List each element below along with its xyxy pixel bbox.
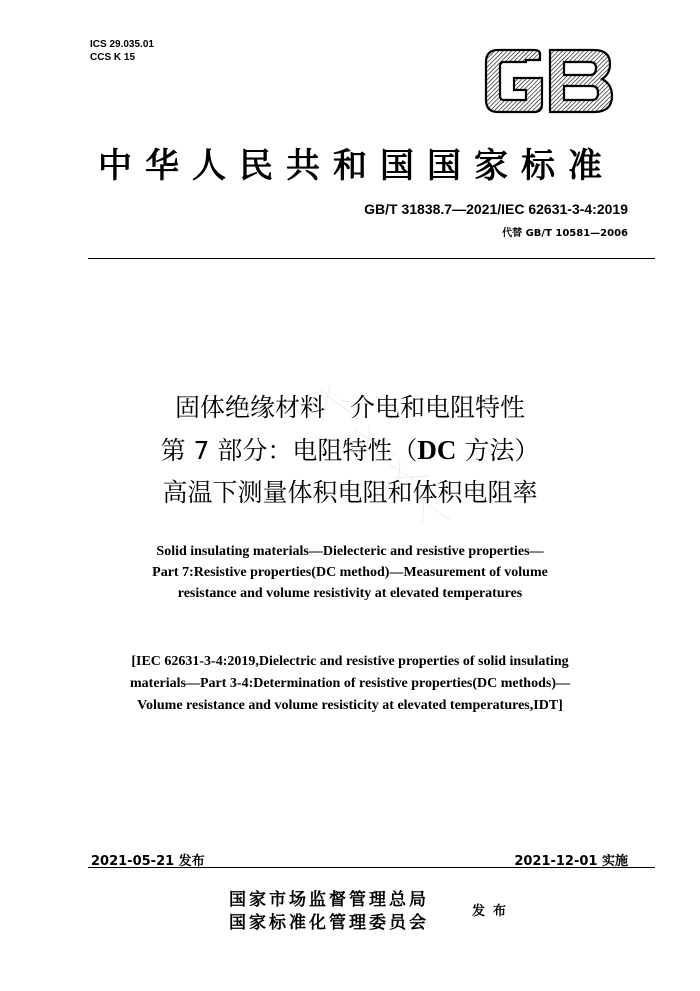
header-divider (88, 258, 655, 259)
chinese-title-dc: DC (417, 435, 457, 465)
issue-action: 发布 (472, 904, 515, 919)
iec-reference-line-1: [IEC 62631-3-4:2019,Dielectric and resistive properties of solid insulating (131, 654, 569, 669)
english-title-line-2: Part 7:Resistive properties(DC method)—Measurement of volume (152, 565, 548, 580)
replaces-standard: 代替 GB/T 10581—2006 (502, 228, 628, 239)
iec-reference-line-2: materials—Part 3-4:Determination of resistive properties(DC methods)— (130, 676, 570, 691)
issuing-organization-title: 中华人民共和国国家标准 (98, 146, 615, 186)
issuing-authority-1: 国家市场监督管理总局 (229, 890, 429, 910)
iec-reference (40, 651, 660, 717)
issuing-authorities (229, 889, 429, 935)
chinese-title-line-2-part-a: 第 7 部分：电阻特性（ (160, 436, 418, 465)
publish-date: 2021-05-21 发布 (91, 854, 205, 869)
standard-number: GB/T 31838.7—2021/IEC 62631-3-4:2019 (364, 201, 628, 217)
iec-reference-line-3: Volume resistance and volume resisticity at elevated temperatures,IDT] (137, 698, 563, 713)
classification-codes (90, 38, 154, 64)
issuing-authority-2: 国家标准化管理委员会 (229, 913, 429, 933)
chinese-title-line-1: 固体绝缘材料 介电和电阻特性 (174, 393, 525, 422)
footer-divider (88, 867, 655, 868)
ics-code: ICS 29.035.01 (90, 39, 154, 50)
implementation-date: 2021-12-01 实施 (514, 854, 628, 869)
english-title (0, 541, 700, 604)
chinese-title-line-2-part-b: 方法） (456, 436, 540, 465)
english-title-line-1: Solid insulating materials—Dielecteric and resistive properties— (156, 544, 544, 559)
chinese-title-line-3: 高温下测量体积电阻和体积电阻率 (162, 478, 538, 507)
chinese-title-line-2 (0, 429, 700, 472)
chinese-title (0, 387, 700, 514)
english-title-line-3: resistance and volume resistivity at elevated temperatures (177, 586, 523, 601)
gb-logo-icon (478, 46, 618, 116)
ccs-code: CCS K 15 (90, 52, 136, 63)
